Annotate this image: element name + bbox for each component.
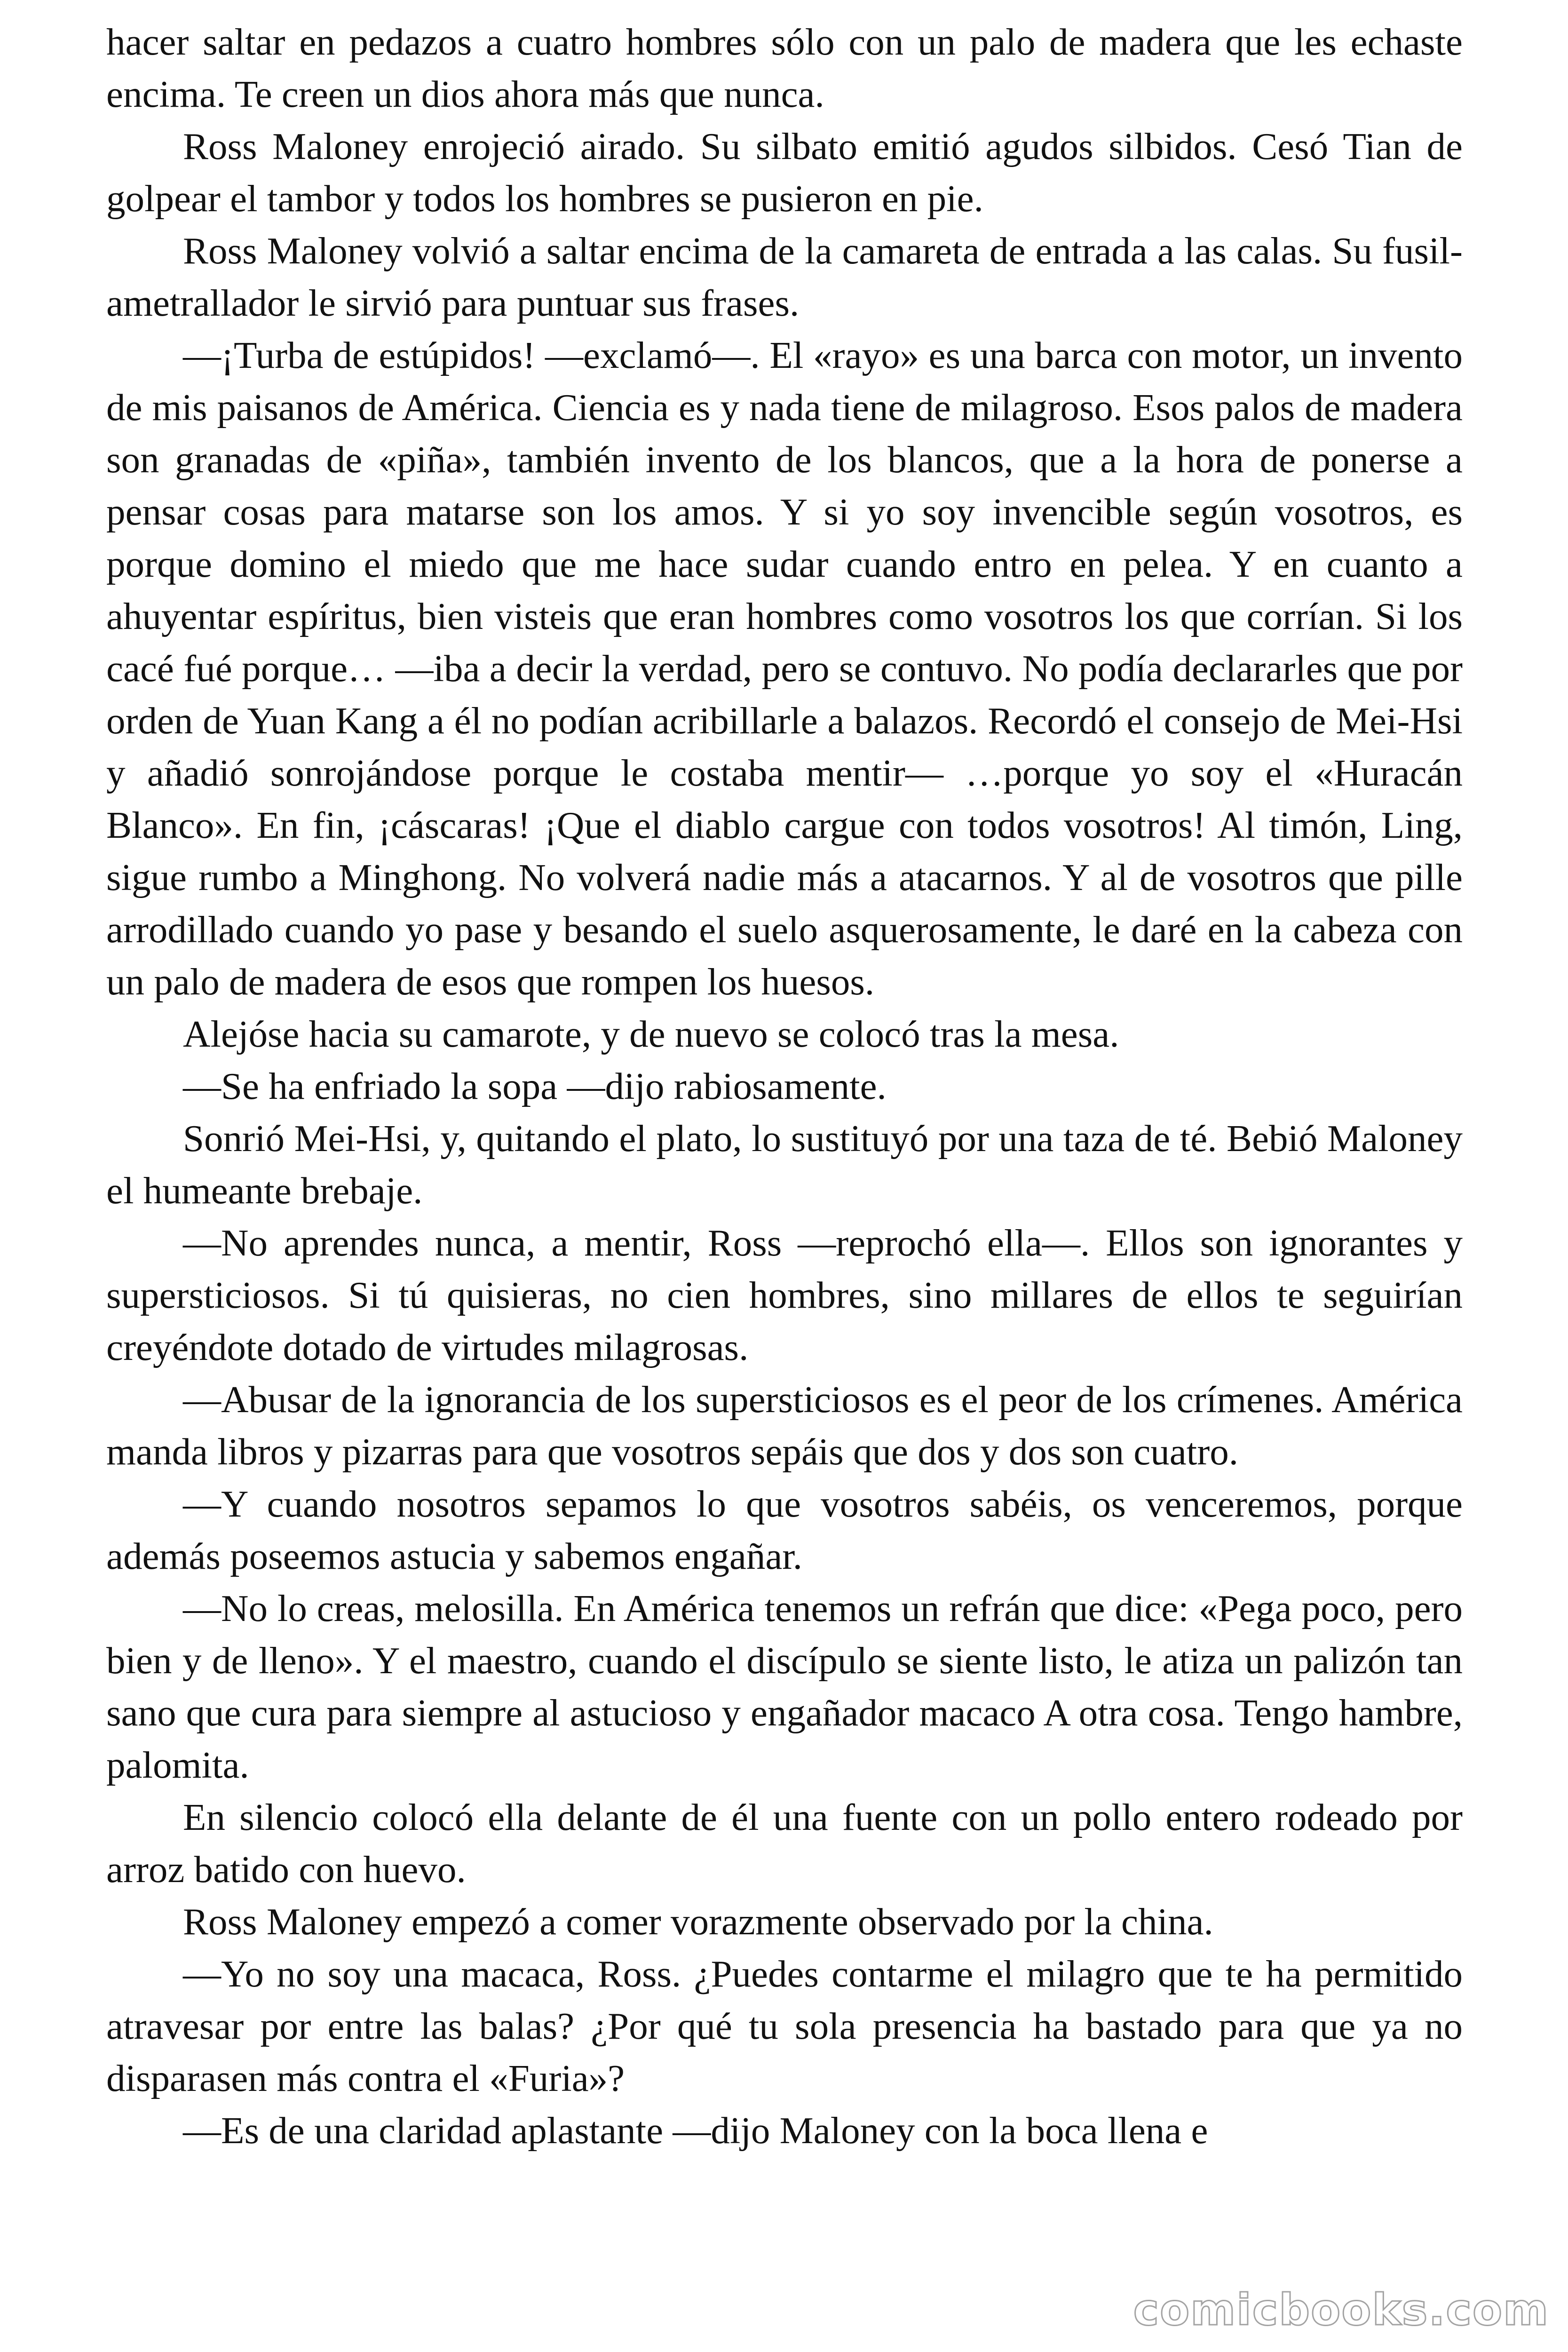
paragraph: Ross Maloney empezó a comer vorazmente observado por la china. (183, 1900, 1213, 1943)
watermark: comicbooks.com (1133, 2285, 1549, 2335)
paragraph: —No aprendes nunca, a mentir, Ross —reprochó ella—. Ellos son ignorantes y supersticiosos. Si tú quisieras, no cien hombres, sino millares de ellos te seguirían creyéndote dotado de virtudes milagrosas. (106, 1222, 1463, 1368)
paragraph: —No lo creas, melosilla. En América tenemos un refrán que dice: «Pega poco, pero bien y de lleno». Y el maestro, cuando el discípulo se siente listo, le atiza un palizón tan sano que cura para siempre al astucioso y engañador macaco A otra cosa. Tengo hambre, palomita. (106, 1587, 1463, 1786)
paragraph: —Y cuando nosotros sepamos lo que vosotros sabéis, os venceremos, porque además poseemos astucia y sabemos engañar. (106, 1483, 1463, 1577)
paragraph: Sonrió Mei-Hsi, y, quitando el plato, lo sustituyó por una taza de té. Bebió Maloney el humeante brebaje. (106, 1117, 1463, 1212)
paragraph: Ross Maloney enrojeció airado. Su silbato emitió agudos silbidos. Cesó Tian de golpear el tambor y todos los hombres se pusieron en pie. (106, 125, 1463, 220)
paragraph: Ross Maloney volvió a saltar encima de la camareta de entrada a las calas. Su fusil-ametrallador le sirvió para puntuar sus frases. (106, 230, 1463, 324)
paragraph: —Se ha enfriado la sopa —dijo rabiosamente. (183, 1065, 887, 1107)
paragraph: Alejóse hacia su camarote, y de nuevo se colocó tras la mesa. (183, 1013, 1119, 1055)
paragraph: —Es de una claridad aplastante —dijo Maloney con la boca llena e (183, 2109, 1208, 2152)
paragraph: —Yo no soy una macaca, Ross. ¿Puedes contarme el milagro que te ha permitido atravesar por entre las balas? ¿Por qué tu sola presencia ha bastado para que ya no disparasen más contra el «Furia»? (106, 1953, 1463, 2099)
paragraph: hacer saltar en pedazos a cuatro hombres sólo con un palo de madera que les echaste encima. Te creen un dios ahora más que nunca. (106, 21, 1463, 115)
page-text (106, 16, 1463, 2157)
paragraph: En silencio colocó ella delante de él una fuente con un pollo entero rodeado por arroz batido con huevo. (106, 1796, 1463, 1891)
paragraph: —¡Turba de estúpidos! —exclamó—. El «rayo» es una barca con motor, un invento de mis paisanos de América. Ciencia es y nada tiene de milagroso. Esos palos de madera son granadas de «piña», también invento de los blancos, que a la hora de ponerse a pensar cosas para matarse son los amos. Y si yo soy invencible según vosotros, es porque domino el miedo que me hace sudar cuando entro en pelea. Y en cuanto a ahuyentar espíritus, bien visteis que eran hombres como vosotros los que corrían. Si los cacé fué porque… —iba a decir la verdad, pero se contuvo. No podía declararles que por orden de Yuan Kang a él no podían acribillarle a balazos. Recordó el consejo de Mei-Hsi y añadió sonrojándose porque le costaba mentir— …porque yo soy el «Huracán Blanco». En fin, ¡cáscaras! ¡Que el diablo cargue con todos vosotros! Al timón, Ling, sigue rumbo a Minghong. No volverá nadie más a atacarnos. Y al de vosotros que pille arrodillado cuando yo pase y besando el suelo asquerosamente, le daré en la cabeza con un palo de madera de esos que rompen los huesos. (106, 334, 1463, 1003)
paragraph: —Abusar de la ignorancia de los supersticiosos es el peor de los crímenes. América manda libros y pizarras para que vosotros sepáis que dos y dos son cuatro. (106, 1378, 1463, 1473)
